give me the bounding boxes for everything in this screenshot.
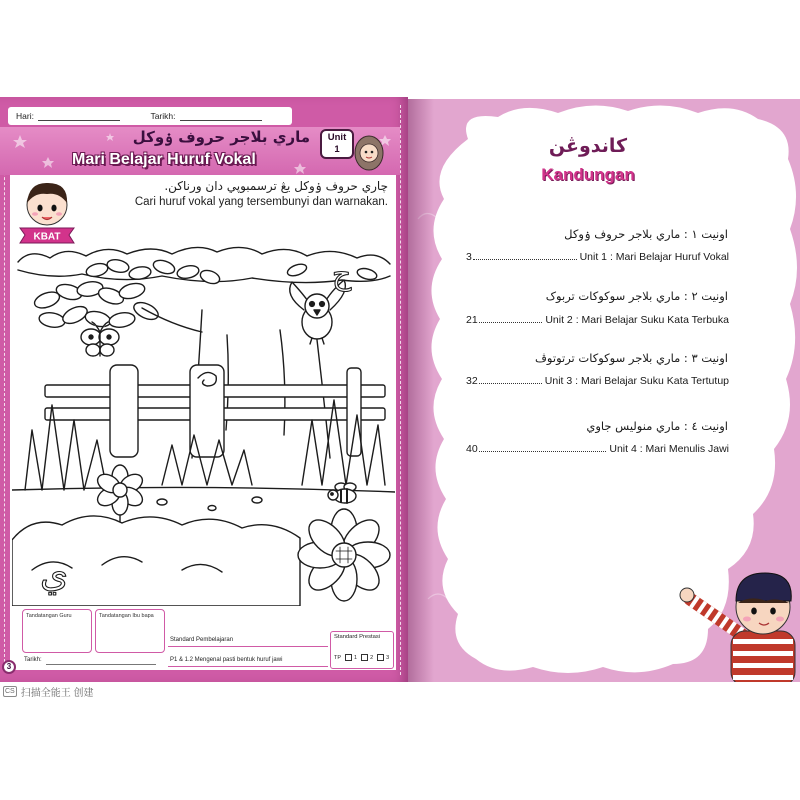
- kbat-label: KBAT: [33, 231, 61, 243]
- instruction-rumi: Cari huruf vokal yang tersembunyi dan warnakan.: [134, 196, 388, 208]
- colouring-picture: [12, 240, 395, 606]
- unit-badge-number: 1: [334, 144, 340, 155]
- entry-label: Unit 3 : Mari Belajar Suku Kata Tertutup: [544, 375, 729, 387]
- learning-standard-label: Standard Pembelajaran: [170, 637, 234, 643]
- kbat-boy-icon: [18, 177, 76, 245]
- dot-leader: [479, 451, 607, 452]
- scanner-watermark: [3, 684, 94, 699]
- contents-entry-jawi: اونيت ٤ : ماري منوليس جاوي: [586, 419, 728, 433]
- contents-entry: [466, 251, 729, 263]
- unit-title-rumi: Mari Belajar Huruf Vokal: [72, 151, 256, 168]
- girl-mascot-icon: [354, 129, 384, 173]
- teacher-signature-label: Tandatangan Guru: [26, 613, 72, 619]
- entry-page-number: 3: [466, 251, 472, 263]
- teacher-signature-box: [22, 609, 92, 653]
- ground-stones: [157, 497, 262, 511]
- entry-page-number: 40: [466, 443, 478, 455]
- day-line: [38, 112, 121, 121]
- day-date-header: [8, 107, 292, 125]
- level-2: 2: [370, 654, 374, 661]
- contents-entry-jawi: اونيت ١ : ماري بلاجر حروف ۏوكل: [564, 227, 728, 241]
- contents-entry: [466, 375, 729, 387]
- parent-signature-label: Tandatangan Ibu bapa: [99, 613, 154, 619]
- contents-title-jawi: كاندوڠن: [548, 135, 628, 157]
- learning-standard-text: P1 & 1.2 Mengenal pasti bentuk huruf jawi: [170, 657, 283, 663]
- tp-label: TP: [334, 654, 342, 661]
- contents-entry-jawi: اونيت ٣ : ماري بلاجر سوكوكات ترتوتوڤ: [535, 351, 728, 365]
- date-line: [180, 112, 263, 121]
- cs-badge: CS: [5, 688, 15, 695]
- watermark-text: 扫描全能王 创建: [20, 688, 94, 699]
- entry-label: Unit 2 : Mari Belajar Suku Kata Terbuka: [545, 314, 729, 326]
- level-checkbox: [361, 654, 368, 661]
- divider: [168, 646, 328, 647]
- page-number: 3: [2, 660, 16, 674]
- contents-title-rumi: Kandungan: [541, 165, 635, 184]
- dot-leader: [473, 259, 577, 260]
- level-checkbox: [345, 654, 352, 661]
- performance-standard: [330, 631, 394, 669]
- footer-date-label: Tarikh:: [24, 657, 42, 663]
- big-flower: [298, 509, 390, 601]
- level-1: 1: [354, 654, 358, 661]
- left-dashed-border: [4, 127, 5, 667]
- unit-badge-label: Unit: [327, 132, 347, 143]
- dot-leader: [479, 322, 543, 323]
- entry-label: Unit 1 : Mari Belajar Huruf Vokal: [579, 251, 729, 263]
- left-page: [0, 97, 408, 682]
- entry-page-number: 21: [466, 314, 478, 326]
- leaf-cluster-left: [32, 280, 160, 329]
- footer-date-line: [46, 664, 156, 665]
- instruction-jawi: چاري حروف ۏوكل يڠ ترسمبوڽي دان ورناکن.: [164, 179, 388, 193]
- hidden-letter-top: ح: [332, 257, 352, 292]
- right-page: [408, 99, 800, 682]
- contents-entry: [466, 314, 729, 326]
- performance-standard-label: Standard Prestasi: [334, 634, 381, 640]
- title-band: [0, 127, 400, 175]
- divider: [168, 666, 328, 667]
- unit-title-jawi: ماري بلاجر حروف ۏوكل: [132, 128, 310, 146]
- contents-entry-jawi: اونيت ٢ : ماري بلاجر سوكوكات تربوک: [545, 289, 728, 303]
- date-label: Tarikh:: [150, 111, 176, 121]
- binding-dashed-border: [400, 105, 401, 675]
- pointing-boy-icon: [676, 551, 800, 682]
- contents-entry: [466, 443, 729, 455]
- parent-signature-box: [95, 609, 165, 653]
- level-checkbox: [377, 654, 384, 661]
- learning-standard: [168, 637, 328, 669]
- performance-levels: [334, 654, 389, 661]
- dot-leader: [479, 383, 542, 384]
- unit-badge: [320, 129, 354, 159]
- entry-page-number: 32: [466, 375, 478, 387]
- hidden-letter-bottom: ي: [40, 554, 69, 595]
- entry-label: Unit 4 : Mari Menulis Jawi: [609, 443, 729, 455]
- bee: [328, 483, 356, 503]
- day-label: Hari:: [16, 111, 34, 121]
- level-3: 3: [386, 654, 390, 661]
